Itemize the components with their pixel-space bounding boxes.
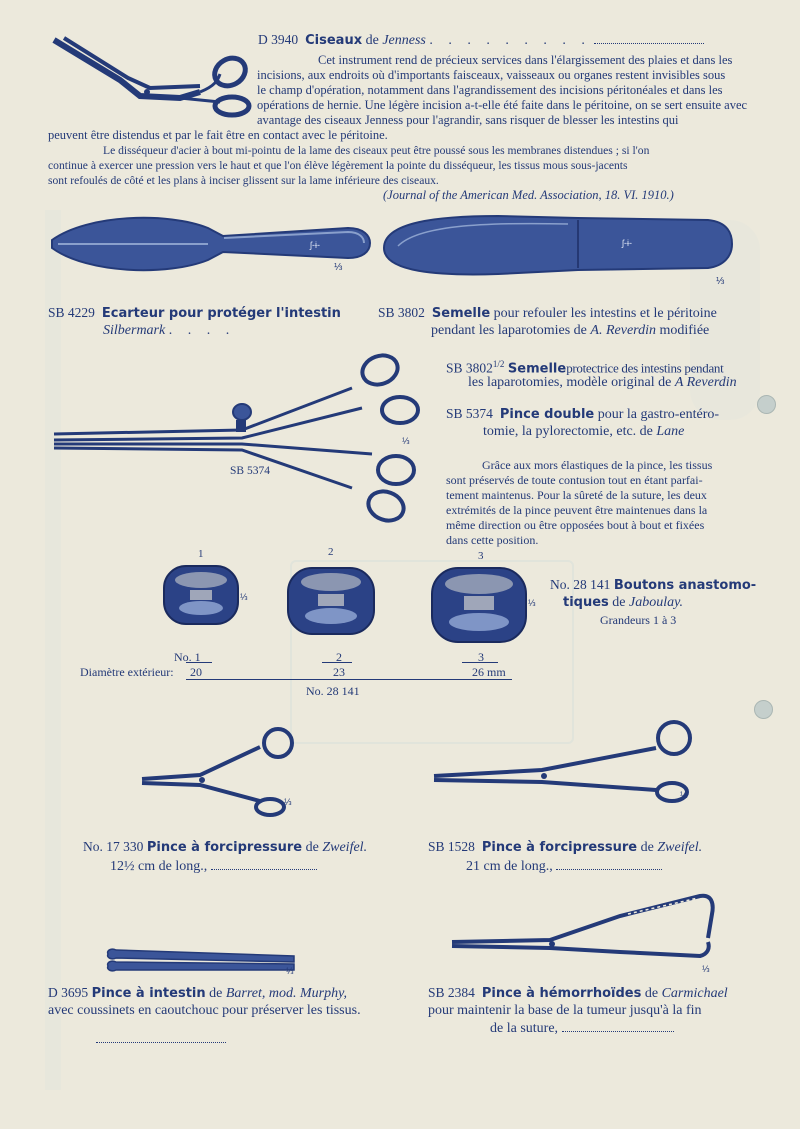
item-name: tiques — [563, 595, 609, 610]
table-cell: 20 — [190, 665, 202, 679]
text-line: sont préservés de toute contusion tout en étant parfai- — [446, 473, 703, 487]
anastomosis-button-icon — [428, 562, 538, 646]
divider — [462, 662, 498, 663]
svg-text:⅓: ⅓ — [334, 262, 343, 273]
double-clamp-icon — [52, 348, 452, 528]
table-cell: 2 — [336, 650, 342, 664]
entry-sb4229-maker — [103, 321, 235, 340]
scissors-icon — [50, 36, 260, 116]
item-author: Zweifel. — [322, 840, 368, 855]
divider — [322, 662, 352, 663]
item-description: pour la gastro-entéro- — [597, 407, 720, 422]
item-connector: de — [640, 840, 654, 855]
text-line: sont refoulés de côté et les plans à inciser glissent sur la lame inférieure des ciseaux. — [48, 174, 439, 187]
item-code: SB 5374 — [446, 406, 493, 421]
table-cell: 1 — [194, 650, 201, 664]
item-name: Boutons anastomo- — [613, 578, 757, 593]
text-line: peuvent être distendus et par le fait être en contact avec le péritoine. — [48, 128, 388, 142]
item-author: Jaboulay. — [629, 595, 684, 610]
entry-sb3802 — [378, 303, 717, 323]
entry-sb4229 — [48, 303, 341, 323]
item-suffix: modifiée — [659, 323, 710, 338]
entry-no28141 — [550, 575, 756, 595]
entry-sb5374 — [446, 404, 719, 424]
leader-dots — [562, 1021, 674, 1032]
item-code: D 3940 — [258, 32, 299, 47]
item-name: Semelle — [431, 306, 491, 321]
svg-text:ʃ-ɨ-: ʃ-ɨ- — [310, 240, 320, 250]
item-code: No. 17 330 — [83, 839, 144, 854]
text-line: Grâce aux mors élastiques de la pince, les tissus — [482, 458, 713, 472]
table-footer: No. 28 141 — [306, 684, 360, 698]
retractor-icon — [48, 208, 378, 288]
svg-text:⅓: ⅓ — [284, 797, 292, 807]
forceps-icon — [432, 718, 702, 808]
hemorrhoid-forceps-icon — [450, 890, 720, 980]
svg-text:ʃ-ɨ-: ʃ-ɨ- — [622, 238, 632, 248]
divider — [186, 662, 212, 663]
entry-sb2384-line3: de la suture, — [490, 1019, 674, 1038]
table-cell: 26 mm — [472, 665, 506, 679]
item-code: SB 1528 — [428, 839, 475, 854]
item-name: Pince à forcipressure — [481, 840, 638, 855]
entry-d3695 — [48, 983, 347, 1003]
figure-number: 1 — [198, 548, 204, 560]
item-name: Ciseaux — [305, 33, 363, 48]
text-line: extrémités de la pince peuvent être maintenues dans la — [446, 503, 708, 517]
leader-dots — [211, 859, 317, 870]
svg-text:⅓: ⅓ — [680, 790, 688, 800]
leader-dots — [594, 33, 704, 44]
svg-text:⅓: ⅓ — [528, 598, 536, 608]
intestinal-clamp-icon — [104, 946, 304, 976]
text-line: avantage des ciseaux Jenness pour l'agrandir, sans risquer de blesser les intestins qui — [257, 113, 679, 127]
item-code: SB 3802 — [378, 305, 425, 320]
item-name: Ecarteur pour protéger l'intestin — [101, 306, 341, 321]
entry-sb1528-length — [466, 857, 662, 876]
divider — [186, 679, 512, 680]
item-connector: de — [209, 986, 223, 1001]
length-unit: cm de long., — [138, 859, 208, 874]
citation: (Journal of the American Med. Association, 18. VI. 1910.) — [383, 188, 674, 202]
length-value: 12 — [110, 859, 124, 874]
item-author: Carmichael — [661, 986, 728, 1001]
item-description: tomie, la pylorectomie, etc. de — [483, 424, 653, 439]
item-description: protectrice des intestins pendant — [566, 360, 724, 376]
text-line: le champ d'opération, notamment dans l'agrandissement des incisions péritonéales et dans les — [257, 83, 723, 97]
text-line: Cet instrument rend de précieux services dans l'élargissement des plaies et dans les — [318, 53, 733, 67]
leader-dots — [556, 859, 662, 870]
item-name: Pince à forcipressure — [146, 840, 303, 855]
figure-number: 2 — [328, 546, 334, 558]
entry-no17330-length — [110, 857, 317, 876]
item-name: Pince à intestin — [91, 986, 206, 1001]
item-description: pour refouler les intestins et le péritoine — [493, 306, 717, 321]
item-description: pendant les laparotomies de — [431, 323, 587, 338]
item-author: A Reverdin — [674, 375, 737, 390]
text-line: dans cette position. — [446, 533, 539, 547]
figure-label-sb5374: SB 5374 — [230, 465, 270, 477]
item-code: No. 28 141 — [550, 577, 611, 592]
entry-sb3802-line2 — [431, 321, 709, 340]
item-connector: de — [612, 595, 626, 610]
text-line: continue à exercer une pression vers le haut et que l'on élève légèrement la pointe du disséqueur, les tissus mous sous-jacents — [48, 159, 628, 172]
length-fraction: ½ — [124, 859, 135, 874]
item-code: SB 3802 — [446, 360, 493, 376]
maker-name: Silbermark — [103, 323, 166, 338]
leader-dots — [96, 1032, 226, 1043]
entry-sb2384-line2: pour maintenir la base de la tumeur jusqu'à la fin — [428, 1003, 702, 1018]
table-cell: 3 — [478, 650, 484, 664]
spatula-icon — [378, 212, 738, 292]
item-author: Lane — [656, 424, 685, 439]
text-line: Le disséqueur d'acier à bout mi-pointu de la lame des ciseaux peut être poussé sous les membranes distendues ; si l'on — [103, 144, 650, 157]
unit: mm — [487, 665, 506, 679]
forceps-icon — [140, 725, 310, 825]
entry-sb5374-line2 — [483, 422, 684, 441]
anastomosis-button-icon — [284, 562, 384, 640]
text-line: opérations de hernie. Une légère incision a-t-elle été faite dans le péritoine, on se sert ensuite avec — [257, 98, 748, 112]
svg-text:⅓: ⅓ — [702, 964, 710, 974]
leader-dots: . . . . — [168, 323, 236, 338]
text-line: même direction ou être opposées bout à bout et fixées — [446, 518, 705, 532]
svg-text:⅓: ⅓ — [240, 592, 248, 602]
entry-no17330 — [83, 837, 367, 857]
entry-d3695-line2: avec coussinets en caoutchouc pour préserver les tissus. — [48, 1003, 361, 1018]
header-line — [258, 30, 704, 50]
anastomosis-button-icon — [160, 560, 250, 630]
entry-no28141-line2 — [563, 593, 683, 612]
svg-text:⅓: ⅓ — [286, 966, 294, 976]
diameter-label: Diamètre extérieur: — [80, 665, 174, 679]
item-connector: de — [365, 33, 379, 48]
text-line: tement maintenus. Pour la sûreté de la suture, les deux — [446, 488, 707, 502]
item-code: D 3695 — [48, 985, 89, 1000]
length-value: 21 cm de long., — [466, 859, 553, 874]
item-code: SB 4229 — [48, 305, 95, 320]
item-connector: de — [305, 840, 319, 855]
item-connector: de — [644, 986, 659, 1001]
item-author: Jenness — [382, 33, 426, 48]
item-name: Pince double — [499, 407, 595, 422]
text-line: incisions, aux endroits où d'importants faisceaux, vaisseaux ou organes restent invisibles sous — [257, 68, 726, 82]
entry-sb2384 — [428, 983, 728, 1003]
size-range: Grandeurs 1 à 3 — [600, 613, 677, 627]
item-code: SB 2384 — [428, 985, 475, 1000]
table-cell: 23 — [333, 665, 345, 679]
item-author: A. Reverdin — [590, 323, 656, 338]
item-fraction: 1/2 — [492, 359, 505, 369]
leader-dots: . . . . . . . . . — [429, 33, 591, 48]
entry-sb3802-half-line2 — [468, 373, 737, 392]
item-name: Semelle — [507, 361, 567, 377]
svg-text:⅓: ⅓ — [402, 436, 410, 446]
item-author: Barret, mod. Murphy, — [225, 986, 348, 1001]
table-no-label: No. 1 — [174, 650, 201, 664]
svg-text:⅓: ⅓ — [716, 276, 725, 287]
punch-hole-icon — [754, 700, 773, 719]
figure-number: 3 — [478, 550, 484, 562]
entry-sb1528 — [428, 837, 702, 857]
item-description: les laparotomies, modèle original de — [468, 375, 672, 390]
punch-hole-icon — [757, 395, 776, 414]
item-name: Pince à hémorrhoïdes — [481, 986, 642, 1001]
item-author: Zweifel. — [657, 840, 703, 855]
